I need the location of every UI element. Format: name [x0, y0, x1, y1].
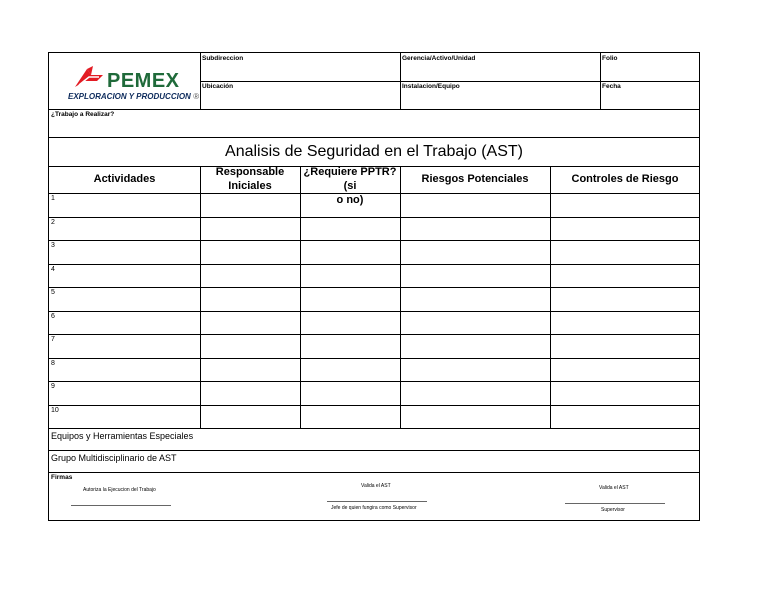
logo-subtitle: EXPLORACION Y PRODUCCION ®	[68, 92, 199, 101]
divider	[49, 264, 699, 265]
grupo-label: Grupo Multidisciplinario de AST	[51, 453, 177, 463]
logo-wordmark: PEMEX	[107, 70, 180, 92]
equipos-label: Equipos y Herramientas Especiales	[51, 431, 194, 441]
autoriza-label: Autoriza la Ejecucion del Trabajo	[83, 487, 156, 493]
row-number: 10	[51, 407, 59, 414]
divider	[200, 166, 201, 428]
col-actividades: Actividades	[93, 173, 156, 185]
instalacion-label: Instalacion/Equipo	[402, 83, 460, 90]
divider	[49, 428, 699, 429]
divider	[49, 450, 699, 451]
ubicacion-label: Ubicación	[202, 83, 234, 90]
trabajo-label: ¿Trabajo a Realizar?	[51, 111, 115, 118]
divider	[49, 472, 699, 473]
signature-line	[565, 503, 665, 504]
signature-line	[71, 505, 171, 506]
divider	[49, 240, 699, 241]
row-number: 8	[51, 360, 55, 367]
row-number: 2	[51, 219, 55, 226]
ast-form	[48, 52, 700, 521]
supervisor-label: Supervisor	[601, 507, 625, 513]
valida-label: Valida el AST	[599, 485, 629, 491]
row-number: 1	[51, 195, 55, 202]
divider	[49, 381, 699, 382]
divider	[49, 405, 699, 406]
subdireccion-label: Subdireccion	[202, 55, 244, 62]
signature-line	[327, 501, 427, 502]
row-number: 7	[51, 336, 55, 343]
gerencia-label: Gerencia/Activo/Unidad	[402, 55, 476, 62]
folio-label: Folio	[602, 55, 618, 62]
col-responsable: Responsable Iniciales	[215, 166, 285, 192]
divider	[400, 166, 401, 428]
divider	[49, 334, 699, 335]
divider	[49, 358, 699, 359]
row-number: 5	[51, 289, 55, 296]
row-number: 6	[51, 313, 55, 320]
divider	[49, 109, 699, 110]
divider	[49, 311, 699, 312]
row-number: 9	[51, 383, 55, 390]
col-controles: Controles de Riesgo	[571, 173, 679, 185]
jefe-label: Jefe de quien fungira como Supervisor	[331, 505, 417, 511]
pemex-logo	[49, 53, 200, 109]
form-title: Analisis de Seguridad en el Trabajo (AST)	[225, 143, 523, 160]
row-number: 4	[51, 266, 55, 273]
valida-label: Valida el AST	[361, 483, 391, 489]
firmas-label: Firmas	[51, 474, 73, 481]
col-riesgos: Riesgos Potenciales	[421, 173, 529, 185]
fecha-label: Fecha	[602, 83, 621, 90]
col-pptr: ¿Requiere PPTR? (si o no)	[303, 166, 397, 206]
divider	[550, 166, 551, 428]
row-number: 3	[51, 242, 55, 249]
divider	[200, 81, 700, 82]
divider	[49, 217, 699, 218]
pemex-eagle-icon	[73, 65, 105, 89]
divider	[49, 287, 699, 288]
